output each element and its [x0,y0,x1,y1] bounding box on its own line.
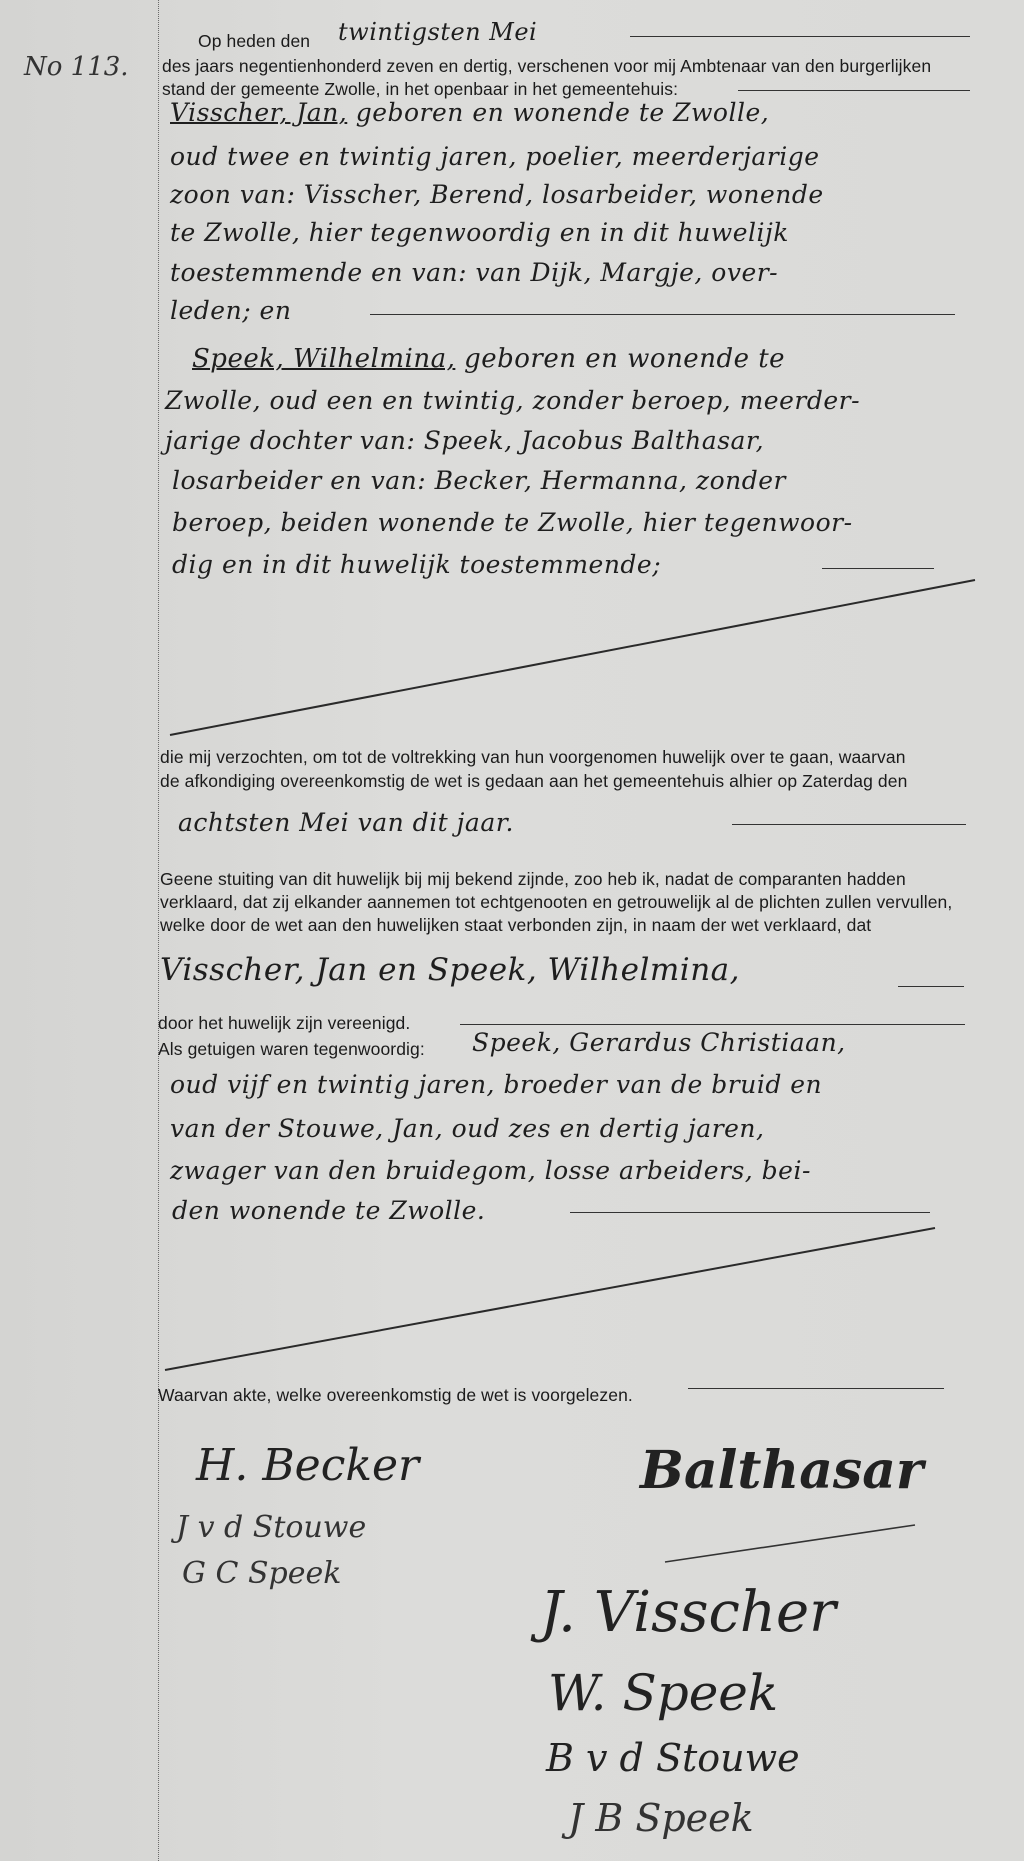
intro-line-3: stand der gemeente Zwolle, in het openbaar in het gemeentehuis: [162,79,679,99]
fill-line [688,1388,944,1389]
witness-line-5: den wonende te Zwolle. [172,1196,486,1225]
bride-birth: geboren en wonende te [455,344,786,374]
intro-date-handwritten: twintigsten Mei [338,18,538,46]
signature-balthasar: Balthasar [640,1440,924,1501]
fill-line [570,1212,930,1213]
declaration-line-1: Geene stuiting van dit huwelijk bij mij bekend zijnde, zoo heb ik, nadat de comparanten hadden [160,869,906,889]
fill-line [460,1024,965,1025]
groom-line-2: oud twee en twintig jaren, poelier, meerderjarige [170,142,820,171]
intro-op-heden: Op heden den [198,31,311,51]
declaration-line-4: door het huwelijk zijn vereenigd. [158,1013,411,1033]
request-line-1: die mij verzochten, om tot de voltrekking van hun voorgenomen huwelijk over te gaan, waarvan [160,747,906,767]
witness-line-4: zwager van den bruidegom, losse arbeiders, bei- [170,1156,811,1185]
groom-birth: geboren en wonende te Zwolle, [347,98,770,127]
couple-names-handwritten: Visscher, Jan en Speek, Wilhelmina, [160,952,741,988]
declaration-line-3: welke door de wet aan den huwelijken staat verbonden zijn, in naam der wet verklaard, dat [160,915,872,935]
signature-j-vd-stouwe: J v d Stouwe [176,1510,367,1545]
request-date-handwritten: achtsten Mei van dit jaar. [178,808,514,837]
groom-line-4: te Zwolle, hier tegenwoordig en in dit huwelijk [170,218,789,247]
groom-line-5: toestemmende en van: van Dijk, Margje, over- [170,258,779,287]
witnesses-label: Als getuigen waren tegenwoordig: [158,1039,425,1059]
bride-line-5: beroep, beiden wonende te Zwolle, hier tegenwoor- [172,508,853,537]
bride-line-3: jarige dochter van: Speek, Jacobus Balthasar, [165,426,765,455]
witness-line-3: van der Stouwe, Jan, oud zes en dertig jaren, [170,1114,765,1143]
bride-line-4: losarbeider en van: Becker, Hermanna, zonder [172,466,787,495]
closing-line: Waarvan akte, welke overeenkomstig de wet is voorgelezen. [158,1385,633,1405]
signature-b-vd-stouwe: B v d Stouwe [546,1736,800,1780]
bride-name: Speek, Wilhelmina, [192,344,456,374]
bride-line-6: dig en in dit huwelijk toestemmende; [172,550,662,579]
signature-j-visscher: J. Visscher [540,1580,836,1645]
declaration-line-2: verklaard, dat zij elkander aannemen tot echtgenooten en getrouwelijk al de plichten zullen vervullen, [160,892,953,912]
signature-g-c-speek: G C Speek [182,1556,342,1591]
signature-j-b-speek: J B Speek [568,1796,754,1840]
request-line-2: de afkondiging overeenkomstig de wet is gedaan aan het gemeentehuis alhier op Zaterdag den [160,771,908,791]
fill-line [898,986,964,987]
groom-name: Visscher, Jan, [170,98,348,127]
fill-line [732,824,966,825]
akte-number: No 113. [24,52,129,82]
signature-h-becker: H. Becker [196,1440,420,1491]
bride-line-2: Zwolle, oud een en twintig, zonder beroep, meerder- [165,386,861,415]
intro-line-2: des jaars negentienhonderd zeven en dertig, verschenen voor mij Ambtenaar van den burgerlijken [162,56,932,76]
groom-line-3: zoon van: Visscher, Berend, losarbeider, wonende [170,180,824,209]
witness-line-1: Speek, Gerardus Christiaan, [472,1028,846,1057]
witness-line-2: oud vijf en twintig jaren, broeder van de bruid en [170,1070,823,1099]
groom-line-6: leden; en [170,296,292,325]
signature-w-speek: W. Speek [548,1664,779,1722]
